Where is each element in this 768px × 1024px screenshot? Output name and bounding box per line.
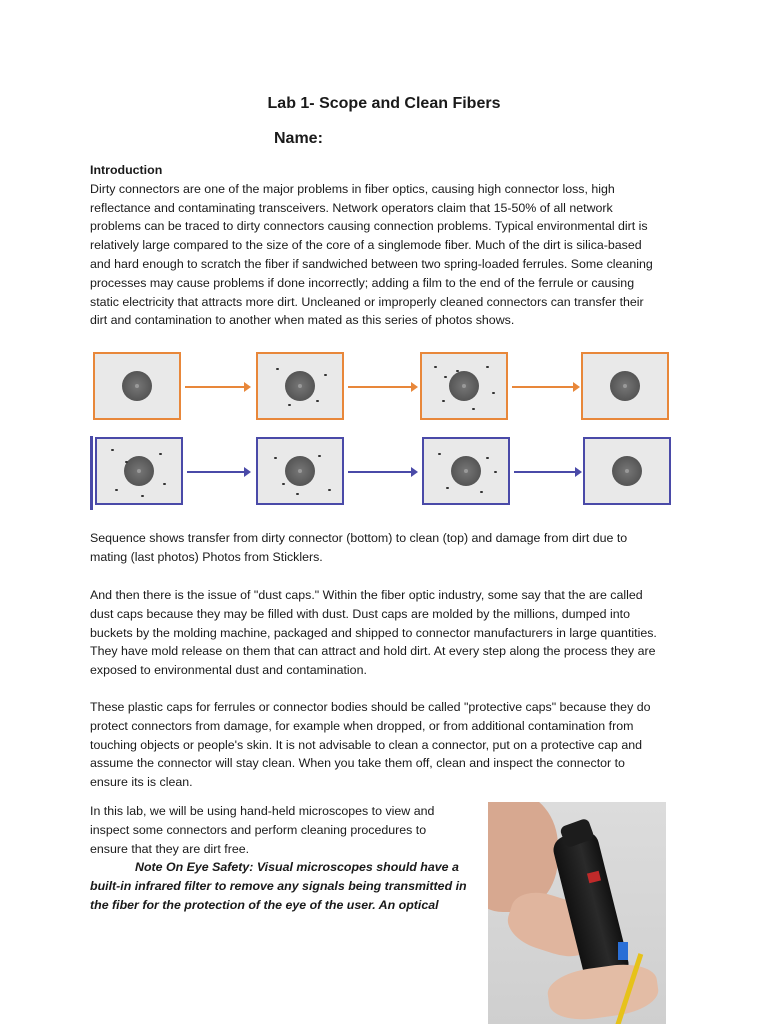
connector-photo-clean-3: [581, 352, 669, 420]
safety-line: the fiber for the protection of the eye of the user. An optical: [90, 897, 439, 912]
paragraph-line: ensure its is clean.: [90, 775, 193, 790]
intro-heading: Introduction: [90, 163, 163, 177]
connector-photo-clean-1: [93, 352, 181, 420]
intro-line: dirt and contamination to another when mated as this series of photos shows.: [90, 313, 515, 328]
caption-line: mating (last photos) Photos from Sticklers.: [90, 549, 323, 564]
connector-photo-clean-2: [256, 352, 344, 420]
protective-caps-paragraph: [90, 698, 680, 792]
fiber-core: [612, 456, 642, 486]
intro-line: static electricity that attracts more dirt. Uncleaned or improperly cleaned connectors can transfer their: [90, 294, 644, 309]
paragraph-line: touching objects or people's skin. It is not advisable to clean a connector, put on a protective cap and: [90, 737, 643, 752]
intro-line: problems can be traced to dirty connectors causing connection problems. Typical environmental dirt is: [90, 219, 648, 234]
paragraph-line: dust caps because they may be filled with dust. Dust caps are molded by the millions, dumped into: [90, 606, 630, 621]
intro-line: and hard enough to scratch the fiber if sandwiched between two spring-loaded ferrules. Some cleaning: [90, 256, 653, 271]
document-title: [0, 95, 768, 113]
connector-photo-dirty-3: [422, 437, 510, 505]
eye-safety-note: [90, 858, 470, 877]
intro-line: Dirty connectors are one of the major problems in fiber optics, causing high connector loss, high: [90, 181, 615, 196]
arrow-right-icon: [348, 386, 416, 388]
caption-line: Sequence shows transfer from dirty connector (bottom) to clean (top) and damage from dirt due to: [90, 531, 628, 545]
connector-photo-dirty-top: [420, 352, 508, 420]
arrow-right-icon: [185, 386, 249, 388]
arrow-right-icon: [514, 471, 580, 473]
intro-line: relatively large compared to the size of the core of a singlemode fiber. Much of the dirt is silica-based: [90, 238, 642, 253]
fiber-core: [610, 371, 640, 401]
handheld-microscope-photo: [488, 802, 666, 1024]
paragraph-line: And then there is the issue of "dust caps." Within the fiber optic industry, some say that the are called: [90, 588, 643, 602]
paragraph-line: These plastic caps for ferrules or connector bodies should be called "protective caps" because they do: [90, 700, 651, 714]
fiber-core: [449, 371, 479, 401]
intro-line: reflectance and contaminating transceivers. Network operators claim that 15-50% of all network: [90, 200, 613, 215]
connector-photo-sequence: [90, 348, 680, 516]
connector-photo-dirty-2: [256, 437, 344, 505]
introduction-section: [90, 161, 680, 330]
connector-photo-clean-4: [583, 437, 671, 505]
fiber-core: [124, 456, 154, 486]
intro-line: processes may cause problems if done incorrectly; adding a film to the end of the ferrule or causing: [90, 275, 635, 290]
fiber-core: [451, 456, 481, 486]
paragraph-line: In this lab, we will be using hand-held microscopes to view and: [90, 804, 435, 818]
paragraph-line: exposed to environmental dust and contamination.: [90, 663, 367, 678]
paragraph-line: They have mold release on them that can attract and hold dirt. At every step along the process they are: [90, 644, 656, 659]
hand: [545, 960, 661, 1024]
paragraph-line: protect connectors from damage, for example when dropped, or from additional contamination from: [90, 718, 634, 733]
dust-caps-paragraph: [90, 586, 680, 680]
fiber-core: [122, 371, 152, 401]
fiber-core: [285, 456, 315, 486]
title-text: Lab 1- Scope and Clean Fibers: [267, 95, 501, 112]
left-edge-bar: [90, 436, 93, 510]
paragraph-line: buckets by the molding machine, packaged and shipped to connector manufacturers in large quantities.: [90, 625, 657, 640]
arrow-right-icon: [512, 386, 578, 388]
paragraph-line: assume the connector will stay clean. When you take them off, clean and inspect the connector to: [90, 756, 625, 771]
photo-caption: [90, 529, 680, 567]
paragraph-line: inspect some connectors and perform cleaning procedures to: [90, 822, 427, 837]
arrow-right-icon: [348, 471, 416, 473]
name-label: Name:: [274, 130, 323, 147]
safety-line: built-in infrared filter to remove any signals being transmitted in: [90, 879, 467, 894]
arrow-right-icon: [187, 471, 249, 473]
connector-photo-dirty-1: [95, 437, 183, 505]
paragraph-line: ensure that they are dirt free.: [90, 841, 250, 856]
lab-paragraph: [90, 802, 470, 915]
fiber-core: [285, 371, 315, 401]
fiber-connector: [618, 942, 628, 960]
safety-line: Note On Eye Safety: Visual microscopes should have a: [135, 860, 459, 875]
